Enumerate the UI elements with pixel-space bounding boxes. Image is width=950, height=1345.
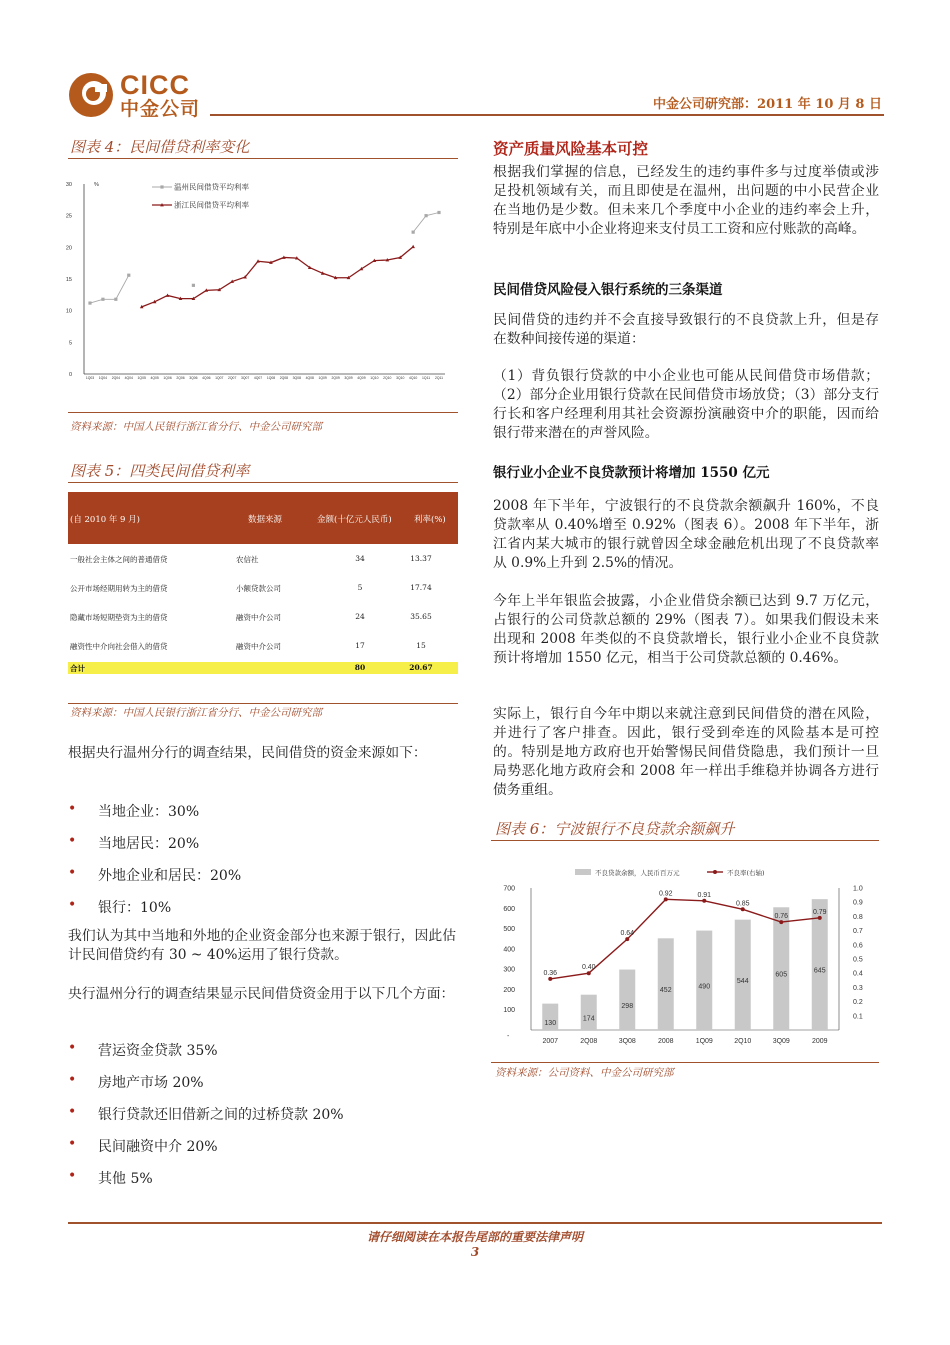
fig5-table-row [68,631,458,660]
fig5-cell: 17.74 [410,583,432,592]
fig5-cell: 融资中介公司 [236,642,281,651]
fig6-npl-label: 0.40 [581,964,596,972]
fig4-point [88,301,91,304]
fig4-ytick-label: 30 [65,182,72,188]
fig6-npl-label: 0.79 [812,908,827,916]
left-para-3: 央行温州分行的调查结果显示民间借贷资金用于以下几个方面： [68,986,455,1002]
bullet-dot-icon: • [68,1040,77,1056]
fig6-y2tick-label: 0.7 [853,928,863,936]
bullet-text: 当地居民：20% [98,836,200,852]
fig6-bar-label: 130 [544,1019,557,1027]
bullet-dot-icon: • [68,1104,77,1120]
fig6-y2tick-label: 0.8 [853,913,863,921]
bullet-dot-icon: • [68,897,77,913]
bullet-item [68,865,448,885]
fig4-xtick-label: 2Q10 [383,376,392,380]
fig4-legend-marker [160,185,163,188]
fig5-cell: 农信社 [236,555,259,564]
fig5-table-row [68,602,458,631]
fig6-bar-line-chart [491,844,881,1060]
fig6-ytick-label: 400 [503,946,515,954]
fig5-cell: 5 [357,583,363,592]
fig6-y2tick-label: 0.2 [853,999,863,1007]
fig4-xtick-label: 3Q06 [189,376,198,380]
fig6-y2tick-label: 0.5 [853,956,863,964]
fig4-bottom-rule [68,412,458,413]
bullet-item [68,801,448,821]
fig6-y2tick-label: 0.9 [853,899,863,907]
bullet-item [68,1072,448,1092]
fig4-xtick-label: 3Q09 [344,376,353,380]
fig4-xtick-label: 4Q07 [253,376,263,380]
fig4-point [412,231,415,234]
fig6-legend-label: 不良贷款余额，人民币百万元 [595,869,680,877]
fig6-ytick-label: 700 [503,885,515,893]
fig4-xtick-label: 1Q04 [98,376,108,380]
fig6-ytick-label: 200 [503,986,515,994]
fig5-table-row [68,544,458,573]
fig4-xtick-label: 2Q09 [331,376,340,380]
fig4-xtick-label: 2Q08 [279,376,289,380]
fig4-xtick-label: 4Q06 [202,376,211,380]
bullet-dot-icon: • [68,1168,77,1184]
footer-rule [68,1222,882,1224]
fig6-bar-label: 605 [775,971,788,979]
fig4-xtick-label: 1Q05 [137,376,146,380]
bullet-text: 民间融资中介 20% [98,1139,218,1155]
fig4-xtick-label: 3Q10 [396,376,405,380]
fig4-line-chart [60,166,460,390]
fig4-series-line [142,247,413,307]
fig5-caption: 图表 5：四类民间借贷利率 [70,462,250,480]
fig4-legend-label: 温州民间借贷平均利率 [174,182,249,192]
fig4-xtick-label: 2Q06 [176,376,185,380]
fig4-caption: 图表 4：民间借贷利率变化 [70,138,250,156]
fig5-th-0: (自 2010 年 9 月) [70,515,140,525]
bullet-item [68,1168,448,1188]
fig5-total-cell: 80 [354,663,366,672]
fig6-xtick-label: 2008 [657,1038,674,1045]
fig5-th-1: 数据来源 [248,515,283,525]
fig4-point [437,211,440,214]
bullet-dot-icon: • [68,865,77,881]
fig4-xtick-label: 4Q09 [357,376,366,380]
fig6-xtick-label: 3Q08 [618,1038,636,1045]
fig5-cell: 13.37 [410,554,432,563]
fig4-xtick-label: 1Q09 [318,376,327,380]
bullet-text: 外地企业和居民：20% [98,868,242,884]
fig5-cell: 小额贷款公司 [236,584,281,593]
fig4-ytick-label: 10 [65,308,72,315]
fig4-xtick-label: 4Q05 [150,376,159,380]
fig5-body [68,544,458,674]
fig4-point [411,245,415,248]
fig6-y2tick-label: 0.3 [853,984,863,992]
fig6-npl-point [587,971,591,975]
fig6-npl-label: 0.91 [697,891,712,899]
fig6-xtick-label: 2Q10 [734,1038,752,1045]
section-title-asset-quality: 资产质量风险基本可控 [493,139,649,158]
fig5-cell: 隐藏市场短期垫资为主的借贷 [70,613,168,622]
fig6-legend-label: 不良率(右轴) [727,869,765,877]
fig6-ytick-label: 300 [503,966,515,974]
fig6-ytick-label: 600 [503,905,515,913]
bullet-text: 房地产市场 20% [98,1075,204,1091]
fig6-npl-point [741,907,745,911]
fig4-point [192,284,195,287]
header-rule [210,114,884,116]
fig6-legend-marker [713,870,717,874]
fig6-xtick-label: 2009 [811,1038,828,1045]
fig6-xtick-label: 1Q09 [695,1038,713,1045]
fig6-caption: 图表 6：宁波银行不良贷款余额飙升 [495,820,735,838]
subheading-three-channels: 民间借贷风险侵入银行系统的三条渠道 [493,282,723,298]
fig4-xtick-label: 1Q11 [422,376,431,380]
fig6-npl-label: 0.36 [543,969,558,977]
fig6-origin-label: - [507,1033,510,1040]
fig5-total-cell: 20.67 [409,663,433,672]
fig6-bar-label: 544 [736,977,749,985]
left-para-1: 根据央行温州分行的调查结果，民间借贷的资金来源如下： [68,745,427,761]
fig4-xtick-label: 2Q07 [228,376,237,380]
bullet-dot-icon: • [68,1136,77,1152]
fig4-caption-rule [68,158,458,159]
bullet-text: 其他 5% [98,1171,153,1187]
fig4-point [114,298,117,301]
bullet-item [68,1040,448,1060]
fig4-legend-label: 浙江民间借贷平均利率 [174,200,249,210]
fig6-bottom-rule [491,1062,879,1063]
fig6-xtick-label: 2007 [542,1038,559,1045]
page-number: 3 [470,1245,480,1259]
fig6-bar-label: 452 [659,987,672,995]
fig5-th-3: 利率(%) [414,515,446,525]
fig4-xtick-label: 1Q03 [85,376,95,380]
fig6-npl-label: 0.76 [774,913,789,921]
fig4-point [101,298,104,301]
fig5-table-row [68,573,458,602]
right-para-3: （1）背负银行贷款的中小企业也可能从民间借贷市场借款；（2）部分企业用银行贷款在民间借贷市场放贷；（3）部分支行行长和客户经理利用其社会资源扮演融资中介的职能，因而给银行带来潜在的声誉风险。 [493,368,879,441]
fig5-source: 资料来源：中国人民银行浙江省分行、中金公司研究部 [70,707,322,719]
cicc-logo [68,72,114,118]
fig6-bar [581,995,597,1030]
fig5-cell: 融资性中介向社会借入的借贷 [70,642,168,651]
fig5-cell: 35.65 [410,612,432,621]
fig4-point [424,214,427,217]
fig6-bar [735,920,751,1030]
fig6-npl-point [625,937,629,941]
fig4-ytick-label: 20 [65,245,72,252]
fig6-npl-label: 0.64 [620,930,635,938]
fig4-ytick-label: 25 [65,213,72,220]
fig4-ytick-label: 0 [68,372,72,378]
fig6-y2tick-label: 0.1 [853,1013,863,1021]
fig6-npl-label: 0.85 [735,900,750,908]
fig5-cell: 34 [355,554,365,563]
fig4-xtick-label: 1Q08 [266,376,276,380]
fig4-xtick-label: 2Q04 [111,376,121,380]
right-para-6: 实际上，银行自今年中期以来就注意到民间借贷的潜在风险，并进行了客户排查。因此，银行受到牵连的风险基本是可控的。特别是地方政府也开始警惕民间借贷隐患，我们预计一旦局势恶化地方政府会和 2008 年一样出手维稳并协调各方进行债务重组。 [493,706,879,798]
fig6-bar-label: 645 [813,967,826,975]
fig5-caption-rule [68,482,458,483]
fig6-y2tick-label: 1.0 [853,885,863,893]
fig4-series-line [90,275,129,303]
fig6-npl-point [779,920,783,924]
fig4-point [127,274,130,277]
fig4-xtick-label: 1Q07 [215,376,224,380]
fig4-xtick-label: 1Q06 [163,376,172,380]
fig5-cell: 24 [355,612,365,621]
fig6-legend-bar-swatch [575,869,591,875]
fig6-bar [773,907,789,1030]
fig5-cell: 15 [416,641,426,650]
bullet-text: 营运资金贷款 35% [98,1043,218,1059]
fig5-bottom-rule [68,703,458,704]
fig5-total-row [68,662,458,674]
fig6-xtick-label: 3Q09 [772,1038,790,1045]
fig6-y2tick-label: 0.4 [853,970,863,978]
cicc-logo-mark-icon [68,72,114,118]
fig4-xtick-label: 4Q08 [305,376,314,380]
left-para-2: 我们认为其中当地和外地的企业资金部分也来源于银行，因此估计民间借贷约有 30 ~ 40%运用了银行贷款。 [68,928,456,963]
subheading-sme-npl: 银行业小企业不良贷款预计将增加 1550 亿元 [493,465,770,481]
fig6-xtick-label: 2Q08 [580,1038,598,1045]
fig4-ytick-label: 15 [65,277,72,283]
bullet-text: 当地企业：30% [98,804,200,820]
fig6-npl-point [702,899,706,903]
fig4-xtick-label: 4Q04 [124,376,133,380]
fig4-y-unit: % [94,182,99,188]
right-para-1: 根据我们掌握的信息，已经发生的违约事件多与过度举债或涉足投机领域有关，而且即使是在温州，出问题的中小民营企业在当地仍是少数。但未来几个季度中小企业的违约率会上升，特别是年底中小企业将迎来支付员工工资和应付账款的高峰。 [493,164,879,237]
fig6-npl-point [818,916,822,920]
fig5-cell: 17 [355,641,365,650]
right-para-5: 今年上半年银监会披露，小企业借贷余额已达到 9.7 万亿元，占银行的公司贷款总额的 29%（图表 7）。如果我们假设未来出现和 2008 年类似的不良贷款增长，银行业小企业不良贷款预计将增加 1550 亿元，相当于公司贷款总额的 0.46%。 [493,593,879,666]
fig6-bar-label: 490 [698,983,711,991]
fig5-header-row [68,492,458,544]
footer-notice: 请仔细阅读在本报告尾部的重要法律声明 [366,1230,583,1244]
right-para-2: 民间借贷的违约并不会直接导致银行的不良贷款上升，但是存在数种间接传递的渠道： [493,312,879,347]
fig4-xtick-label: 2Q11 [434,376,444,380]
bullet-dot-icon: • [68,801,77,817]
fig5-cell: 公开市场经期用转为主的借贷 [70,584,168,593]
fig4-xtick-label: 4Q10 [408,376,418,380]
fig6-ytick-label: 100 [503,1007,515,1015]
fig6-bar [658,938,674,1030]
fig4-xtick-label: 1Q10 [370,376,379,380]
fig5-total-cell: 合计 [70,664,85,673]
logo-en: CICC [120,70,190,100]
fig5-table [68,492,458,674]
logo-cn: 中金公司 [120,98,201,120]
bullet-item [68,833,448,853]
bullet-item [68,897,448,917]
fig4-xtick-label: 3Q07 [240,376,250,380]
bullet-dot-icon: • [68,1072,77,1088]
fig4-xtick-label: 3Q08 [292,376,301,380]
fig6-bar [696,931,712,1030]
fig4-source: 资料来源：中国人民银行浙江省分行、中金公司研究部 [70,421,322,433]
bullet-dot-icon: • [68,833,77,849]
right-para-4: 2008 年下半年，宁波银行的不良贷款余额飙升 160%，不良贷款率从 0.40%增至 0.92%（图表 6）。2008 年下半年，浙江省内某大城市的银行就曾因全球金融危机出现了不良贷款率从 0.9%上升到 2.5%的情况。 [493,498,879,571]
fig6-ytick-label: 500 [503,926,515,934]
fig6-caption-rule [491,840,879,841]
bullet-text: 银行贷款还旧借新之间的过桥贷款 20% [98,1107,344,1123]
bullet-item [68,1104,448,1124]
fig5-cell: 一般社会主体之间的普通借贷 [70,555,168,564]
fig6-y2tick-label: 0.6 [853,942,863,950]
fig5-th-2: 金额(十亿元人民币) [317,515,392,525]
header-date: 中金公司研究部：2011 年 10 月 8 日 [653,97,882,112]
fig6-bar [619,970,635,1030]
fig6-bar-label: 174 [582,1015,595,1023]
fig6-bar-label: 298 [621,1002,634,1010]
fig6-npl-label: 0.92 [658,890,673,898]
bullet-item [68,1136,448,1156]
fig6-npl-point [548,977,552,981]
bullet-text: 银行：10% [98,900,172,916]
fig6-source: 资料来源：公司资料、中金公司研究部 [495,1067,674,1079]
fig4-ytick-label: 5 [68,340,72,347]
fig5-cell: 融资中介公司 [236,613,281,622]
fig6-npl-point [664,897,668,901]
